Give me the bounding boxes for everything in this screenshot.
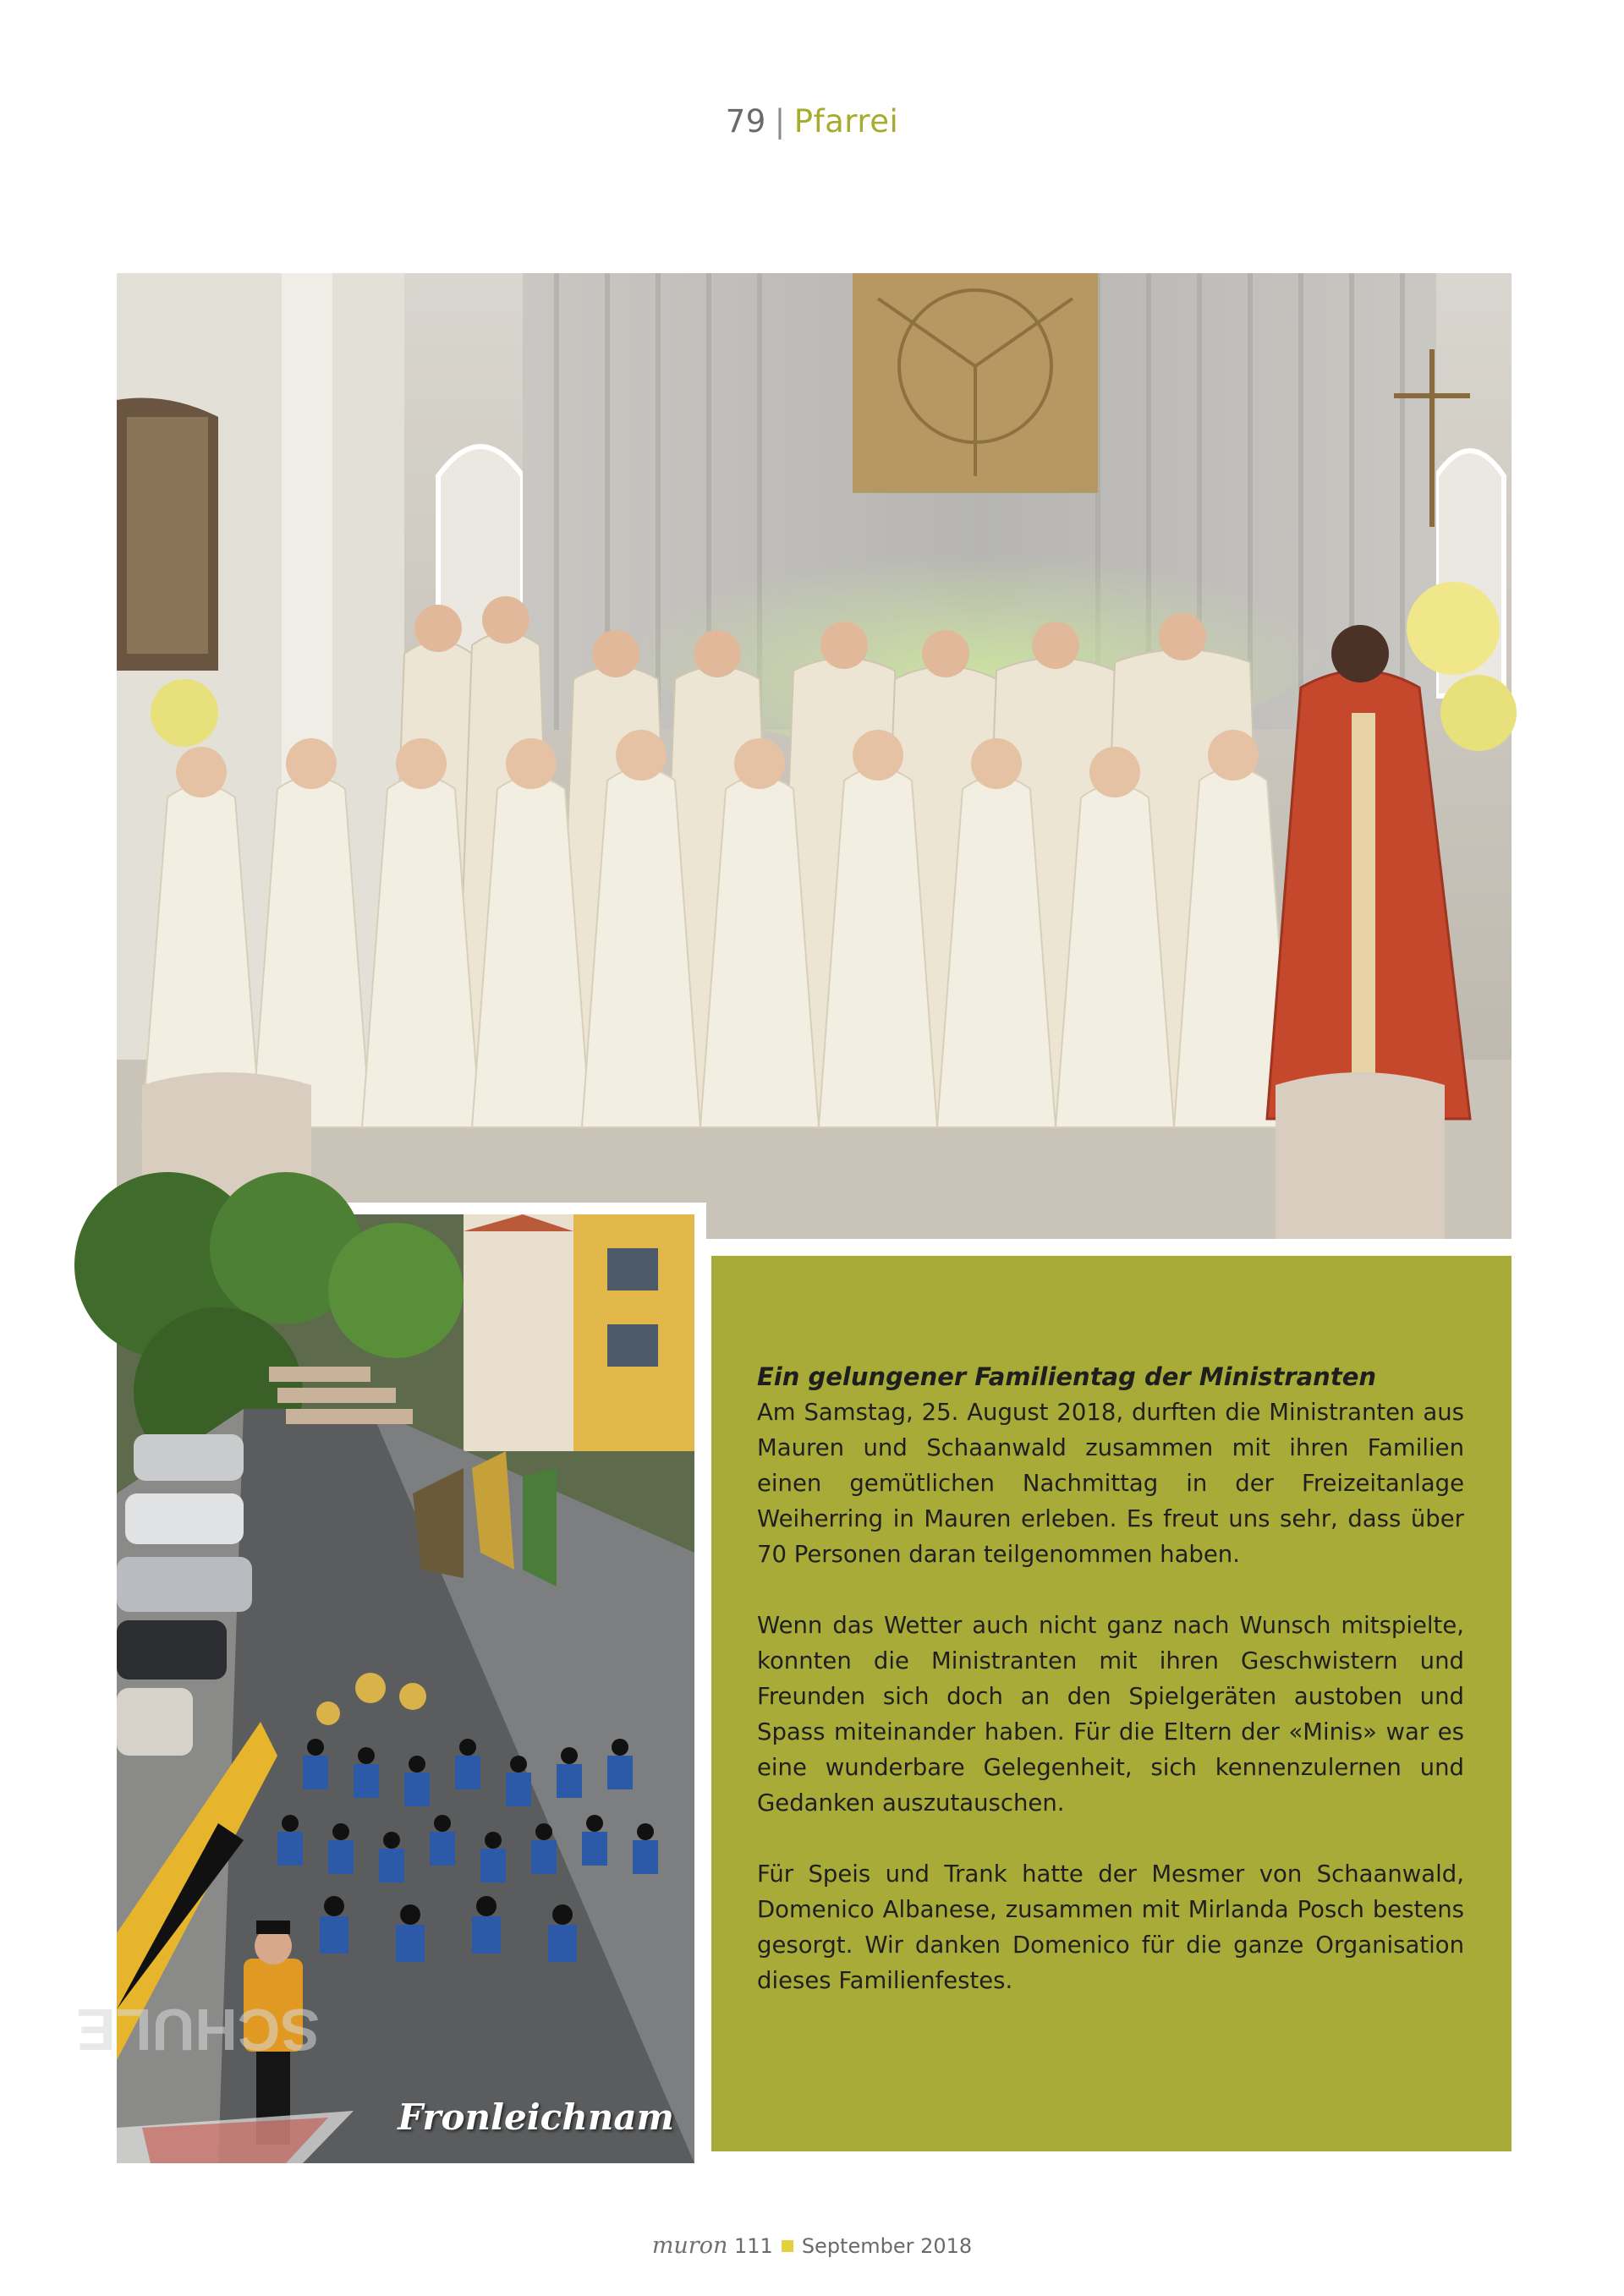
page-header <box>0 103 1624 140</box>
article-box <box>711 1256 1512 2151</box>
section-title: Pfarrei <box>793 103 899 140</box>
procession-photo-icon <box>76 1214 694 2163</box>
square-icon <box>782 2240 793 2252</box>
church-photo-icon <box>117 273 1512 1239</box>
article-heading: Ein gelungener Familientag der Ministranten <box>757 1362 1377 1391</box>
article-paragraph-2: Wenn das Wetter auch nicht ganz nach Wunsch mitspielte, konnten die Ministranten mit ihren Geschwistern und Freunden sich doch an den Spielgeräten austoben und Spass miteinander haben. Für die Eltern der «Minis» war es eine wunderbare Gelegenheit, sich kennenzulernen und Gedanken auszutauschen. <box>757 1612 1464 1817</box>
group-photo-altar-servers <box>117 273 1512 1239</box>
photo-caption: Fronleichnam <box>398 2096 674 2138</box>
issue-date: September 2018 <box>801 2234 973 2258</box>
issue-number: 111 <box>734 2234 773 2258</box>
svg-text:SCHULE: SCHULE <box>76 1997 320 2063</box>
magazine-brand: muron <box>651 2233 728 2259</box>
article-paragraph-1: Am Samstag, 25. August 2018, durften die Ministranten aus Mauren und Schaanwald zusammen mit ihren Familien einen gemütlichen Nachmittag in der Freizeitanlage Weiherring in Mauren erleben. Es freut uns sehr, dass über 70 Personen daran teilgenommen haben. <box>757 1399 1464 1568</box>
article-paragraph-3: Für Speis und Trank hatte der Mesmer von Schaanwald, Domenico Albanese, zusammen mit Mirlanda Posch bestens gesorgt. Wir danken Domenico für die ganze Organisation dieses Familienfestes. <box>757 1860 1464 1994</box>
page-number: 79 <box>725 103 766 140</box>
page-footer <box>0 2233 1624 2259</box>
procession-photo <box>76 1203 706 2163</box>
header-separator: | <box>774 103 786 140</box>
